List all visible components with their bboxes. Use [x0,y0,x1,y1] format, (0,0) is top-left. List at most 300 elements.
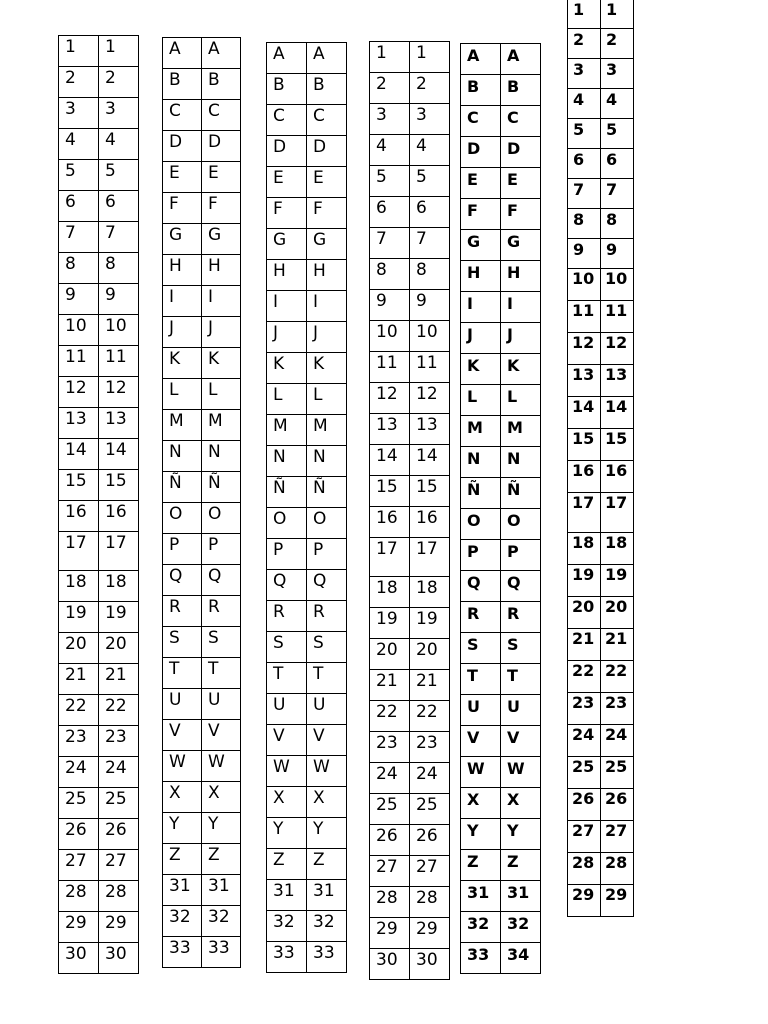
strip-row [59,664,139,695]
strip-row [568,59,634,89]
strip-row [568,757,634,789]
strip-cell-left: 15 [370,476,410,507]
strip-row [59,726,139,757]
strip-cell-right: F [202,193,241,224]
strip-cell-left: T [461,664,501,695]
strip-row [59,602,139,633]
strip-row [568,397,634,429]
strip-cell-left: Y [267,818,307,849]
strip-cell-left: 26 [370,825,410,856]
strip-cell-left: 3 [568,59,601,89]
strip-cell-right: M [202,410,241,441]
strip-cell-right: W [307,756,347,787]
strip-row [370,135,450,166]
strip-cell-right: 31 [307,880,347,911]
strip-row [461,571,541,602]
strip-cell-left: 9 [568,239,601,269]
strip-row [267,539,347,570]
strip-cell-left: 9 [370,290,410,321]
strip-cell-left: F [267,198,307,229]
strip-cell-left: T [163,658,202,689]
strip-cell-left: B [461,75,501,106]
strip-row [163,937,241,968]
strip-cell-left: 14 [370,445,410,476]
strip-row [267,787,347,818]
strip-row [59,695,139,726]
strip-cell-left: 1 [370,42,410,73]
strip-row [461,695,541,726]
strip-cell-left: 15 [59,470,99,501]
strip-cell-right: E [501,168,541,199]
strip-cell-right: Q [202,565,241,596]
strip-row [370,259,450,290]
strip-cell-right: 2 [410,73,450,104]
strip-cell-left: 21 [568,629,601,661]
strip-row [163,131,241,162]
strip-row [568,239,634,269]
strip-cell-right: V [202,720,241,751]
strip-cell-right: 4 [410,135,450,166]
strip-cell-left: 20 [370,639,410,670]
strip-row [59,633,139,664]
strip-cell-right: 28 [601,853,634,885]
strip-cell-left: 21 [59,664,99,695]
strip-cell-right: S [202,627,241,658]
strip-row [163,317,241,348]
strip-cell-left: D [267,136,307,167]
strip-cell-right: 25 [601,757,634,789]
strip-row [267,446,347,477]
strip-row [461,478,541,509]
strip-cell-left: 29 [370,918,410,949]
strip-cell-right: 24 [99,757,139,788]
strip-cell-right: Y [501,819,541,850]
strip-cell-left: 20 [568,597,601,629]
strip-row [163,813,241,844]
strip-row [59,408,139,439]
strip-row [267,291,347,322]
strip-cell-right: P [202,534,241,565]
strip-cell-right: 15 [410,476,450,507]
strip-cell-left: 8 [568,209,601,239]
strip-row [568,333,634,365]
strip-cell-right: O [307,508,347,539]
strip-cell-right: 13 [99,408,139,439]
strip-row [370,321,450,352]
strip-cell-right: 29 [601,885,634,917]
strip-row [461,323,541,354]
strip-row [461,664,541,695]
strip-cell-right: 17 [601,493,634,533]
strip-cell-right: Ñ [307,477,347,508]
strip-cell-right: T [307,663,347,694]
strip-cell-left: 22 [370,701,410,732]
strip-row [163,782,241,813]
strip-row [267,260,347,291]
strip-cell-right: G [307,229,347,260]
strip-cell-right: 22 [601,661,634,693]
strip-cell-right: B [202,69,241,100]
strip-cell-right: 14 [410,445,450,476]
strip-row [461,912,541,943]
strip-row [370,42,450,73]
strip-cell-left: 2 [370,73,410,104]
strip-cell-left: 23 [59,726,99,757]
strip-row [370,732,450,763]
strip-row [163,844,241,875]
strip-row [461,788,541,819]
strip-cell-right: 8 [601,209,634,239]
strip-row [163,100,241,131]
strip-cell-right: 6 [601,149,634,179]
strip-row [461,943,541,974]
strip-cell-right: 32 [501,912,541,943]
strip-cell-right: 34 [501,943,541,974]
strip-cell-right: 5 [601,119,634,149]
strip-row [163,503,241,534]
strip-row [163,162,241,193]
strip-cell-left: O [461,509,501,540]
strip-row [267,756,347,787]
strip-cell-right: H [501,261,541,292]
strip-cell-right: 27 [601,821,634,853]
strip-cell-right: 33 [307,942,347,973]
strip-cell-left: 3 [59,98,99,129]
strip-cell-right: F [307,198,347,229]
strip-cell-left: 7 [59,222,99,253]
strip-row [163,38,241,69]
strip-cell-right: 15 [601,429,634,461]
strip-row [568,209,634,239]
strip-cell-left: P [461,540,501,571]
strip-cell-left: F [461,199,501,230]
strip-cell-left: J [163,317,202,348]
strip-cell-left: M [461,416,501,447]
strip-cell-right: 25 [99,788,139,819]
strip-row [267,725,347,756]
strip-cell-right: 28 [99,881,139,912]
strip-cell-right: L [202,379,241,410]
strip-row [370,228,450,259]
strip-row [267,43,347,74]
strip-row [461,75,541,106]
strip-cell-right: 12 [410,383,450,414]
strip-cell-right: 20 [99,633,139,664]
strip-cell-right: Ñ [501,478,541,509]
strip-cell-right: W [202,751,241,782]
strip-row [370,825,450,856]
strip-cell-left: 18 [370,577,410,608]
strip-cell-right: A [501,44,541,75]
strip-cell-right: 19 [99,602,139,633]
strip-cell-left: H [163,255,202,286]
strip-cell-left: Z [267,849,307,880]
strip-cell-right: Z [202,844,241,875]
strip-cell-left: X [461,788,501,819]
strip-cell-left: R [267,601,307,632]
strip-cell-right: 2 [601,29,634,59]
strip-row [461,44,541,75]
strip-cell-left: 8 [370,259,410,290]
strip-cell-right: 14 [601,397,634,429]
letter-strip-1 [162,37,241,968]
strip-cell-right: N [307,446,347,477]
strip-cell-left: 22 [59,695,99,726]
strip-row [59,98,139,129]
strip-row [267,911,347,942]
strip-row [370,476,450,507]
strip-cell-right: Ñ [202,472,241,503]
strip-cell-right: K [307,353,347,384]
strip-cell-left: 10 [568,269,601,301]
strip-row [370,949,450,980]
strip-cell-right: 21 [99,664,139,695]
strip-row [267,942,347,973]
strip-cell-left: 15 [568,429,601,461]
strip-cell-right: G [501,230,541,261]
strip-row [461,509,541,540]
strip-cell-left: G [461,230,501,261]
strip-cell-right: 7 [99,222,139,253]
strip-cell-left: A [163,38,202,69]
strip-row [267,353,347,384]
strip-cell-left: 31 [267,880,307,911]
strip-row [267,570,347,601]
strip-cell-right: 10 [410,321,450,352]
strip-cell-left: 23 [568,693,601,725]
strip-cell-right: U [501,695,541,726]
strip-cell-left: 17 [568,493,601,533]
strip-cell-left: 18 [59,571,99,602]
strip-row [370,352,450,383]
strip-cell-right: 8 [99,253,139,284]
strip-row [59,160,139,191]
strip-cell-left: 4 [59,129,99,160]
strip-cell-left: Q [461,571,501,602]
strip-row [568,429,634,461]
strip-cell-left: A [461,44,501,75]
strip-cell-left: T [267,663,307,694]
strip-cell-left: 16 [370,507,410,538]
strip-cell-right: R [501,602,541,633]
strip-row [568,533,634,565]
strip-cell-left: 6 [568,149,601,179]
strip-cell-right: 21 [601,629,634,661]
strip-cell-left: 24 [568,725,601,757]
strip-row [163,627,241,658]
strip-cell-right: 4 [99,129,139,160]
strip-row [461,385,541,416]
strip-cell-left: N [461,447,501,478]
strip-cell-left: 31 [163,875,202,906]
strip-cell-right: J [307,322,347,353]
strip-cell-left: X [267,787,307,818]
strip-cell-right: F [501,199,541,230]
strip-row [267,74,347,105]
strip-row [163,596,241,627]
strip-cell-right: H [307,260,347,291]
strip-cell-right: N [501,447,541,478]
strip-cell-left: 30 [370,949,410,980]
strip-cell-right: 31 [501,881,541,912]
strip-row [461,881,541,912]
strip-row [568,461,634,493]
strip-cell-right: 4 [601,89,634,119]
strip-cell-right: 27 [99,850,139,881]
strip-row [568,89,634,119]
strip-cell-left: 9 [59,284,99,315]
strip-cell-left: Ñ [461,478,501,509]
strip-row [461,850,541,881]
strip-row [568,179,634,209]
strip-cell-right: 5 [410,166,450,197]
strip-cell-right: T [202,658,241,689]
strip-cell-left: J [267,322,307,353]
strip-cell-right: X [202,782,241,813]
strip-cell-right: 3 [410,104,450,135]
strip-cell-left: 2 [568,29,601,59]
strip-row [370,166,450,197]
strip-row [267,849,347,880]
strip-cell-right: W [501,757,541,788]
strip-cell-right: V [501,726,541,757]
strip-cell-left: M [267,415,307,446]
strip-row [267,198,347,229]
strip-row [163,534,241,565]
number-strip-bold-narrow [567,0,634,917]
strip-row [370,794,450,825]
strip-row [568,149,634,179]
strip-cell-right: 18 [99,571,139,602]
letter-strip-2 [266,42,347,973]
strip-row [163,472,241,503]
strip-row [163,720,241,751]
strip-cell-left: 32 [267,911,307,942]
strip-cell-right: 3 [99,98,139,129]
strip-row [59,532,139,571]
strip-cell-left: Q [163,565,202,596]
strip-cell-right: 30 [99,943,139,974]
strip-row [568,365,634,397]
strip-row [267,818,347,849]
strip-row [370,701,450,732]
strip-row [267,694,347,725]
strip-row [370,197,450,228]
strip-row [163,875,241,906]
strip-cell-right: P [307,539,347,570]
strip-cell-left: 23 [370,732,410,763]
strip-row [568,269,634,301]
strip-cell-right: L [501,385,541,416]
strip-cell-right: 6 [99,191,139,222]
strip-row [461,168,541,199]
strip-cell-right: 12 [99,377,139,408]
strip-row [59,470,139,501]
strip-cell-right: C [307,105,347,136]
strip-row [370,918,450,949]
strip-cell-right: Z [307,849,347,880]
strip-cell-left: 19 [370,608,410,639]
strip-cell-left: D [163,131,202,162]
strip-cell-right: 29 [410,918,450,949]
strip-cell-left: Z [163,844,202,875]
strip-row [568,629,634,661]
strip-cell-right: R [202,596,241,627]
strip-cell-left: D [461,137,501,168]
strip-cell-left: 7 [568,179,601,209]
strip-row [370,577,450,608]
strip-cell-left: F [163,193,202,224]
strip-cell-left: 1 [59,36,99,67]
strip-cell-left: J [461,323,501,354]
strip-cell-right: 2 [99,67,139,98]
strip-cell-right: 31 [202,875,241,906]
strip-cell-left: 5 [370,166,410,197]
strip-cell-left: B [163,69,202,100]
strip-cell-right: S [501,633,541,664]
strip-cell-right: 17 [99,532,139,571]
strip-cell-right: 23 [601,693,634,725]
strip-row [163,348,241,379]
strip-cell-left: 10 [370,321,410,352]
strip-cell-right: H [202,255,241,286]
strip-cell-left: S [461,633,501,664]
strip-cell-left: A [267,43,307,74]
strip-row [370,383,450,414]
strip-cell-left: Q [267,570,307,601]
strip-cell-right: 9 [601,239,634,269]
strip-cell-left: C [267,105,307,136]
strip-row [461,106,541,137]
strip-cell-right: R [307,601,347,632]
strip-cell-left: 19 [59,602,99,633]
strip-cell-left: 7 [370,228,410,259]
strip-cell-left: 5 [568,119,601,149]
strip-cell-right: M [501,416,541,447]
strip-row [568,29,634,59]
strip-row [267,105,347,136]
strip-cell-left: 13 [59,408,99,439]
strip-cell-left: K [267,353,307,384]
strip-cell-left: 4 [568,89,601,119]
strip-cell-right: Q [501,571,541,602]
strip-row [267,136,347,167]
strip-cell-right: E [202,162,241,193]
strip-cell-right: O [501,509,541,540]
strip-cell-left: 33 [461,943,501,974]
strip-row [461,540,541,571]
strip-row [59,439,139,470]
strip-row [568,725,634,757]
strip-cell-left: N [267,446,307,477]
strip-cell-right: X [501,788,541,819]
strip-row [568,301,634,333]
strip-cell-left: W [461,757,501,788]
strip-row [568,789,634,821]
strip-cell-left: 20 [59,633,99,664]
strip-row [461,726,541,757]
strip-row [163,379,241,410]
strip-row [163,441,241,472]
strip-cell-right: 16 [410,507,450,538]
strip-row [568,885,634,917]
strip-row [461,602,541,633]
strip-cell-left: 17 [370,538,410,577]
strip-row [59,315,139,346]
strip-row [370,445,450,476]
strip-cell-right: C [202,100,241,131]
strip-row [267,167,347,198]
